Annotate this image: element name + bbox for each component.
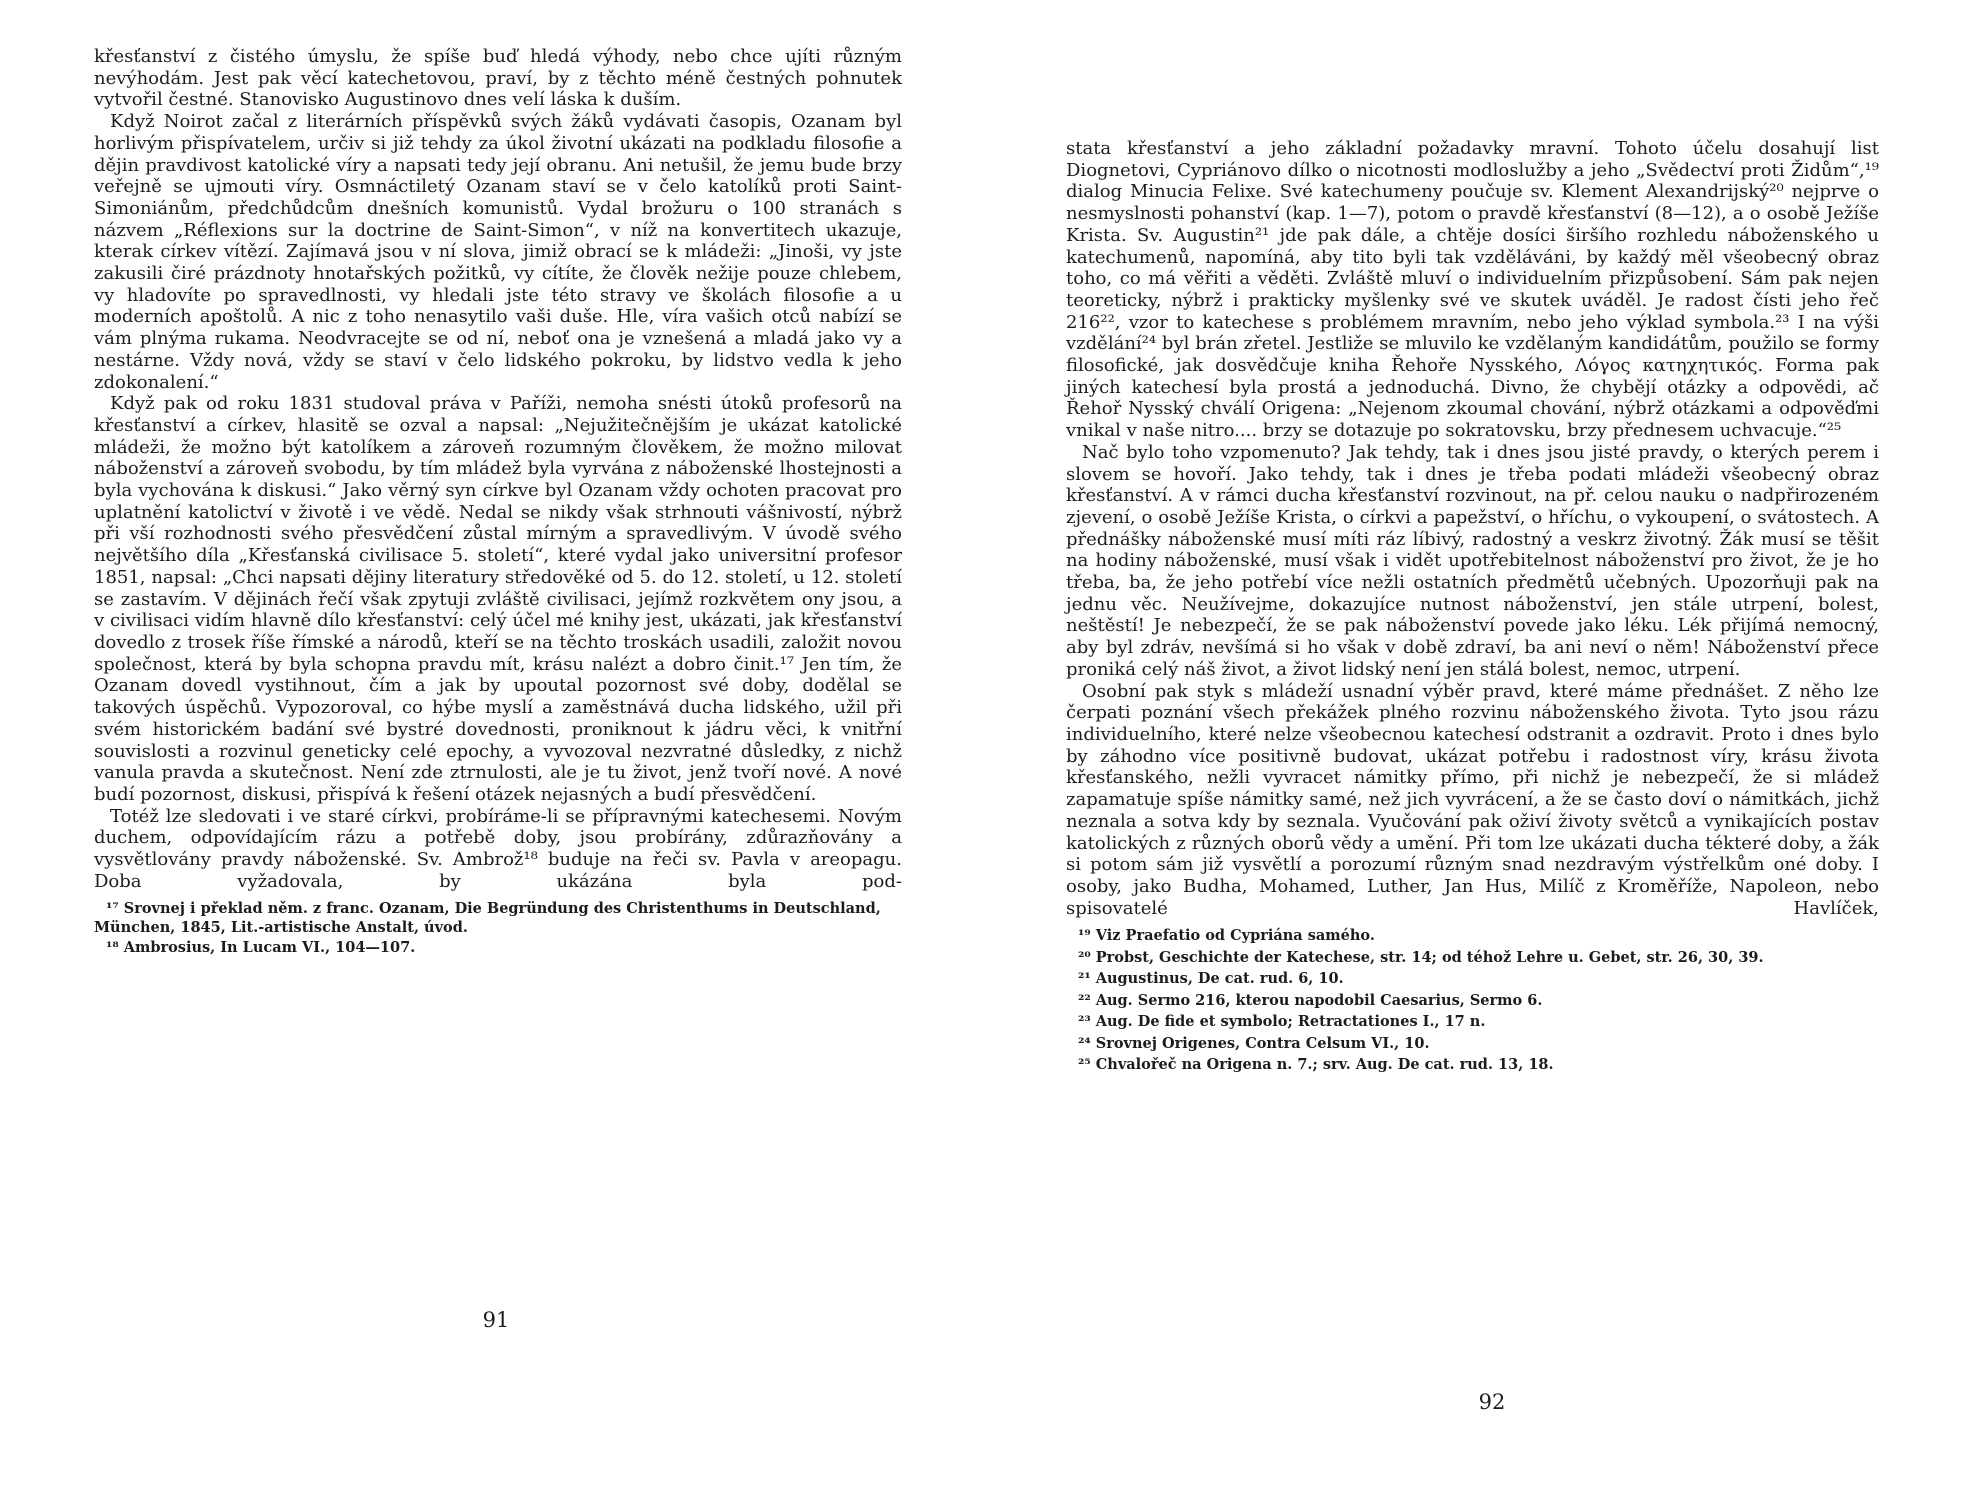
footnote: ²⁰ Probst, Geschichte der Katechese, str. 14; od téhož Lehre u. Gebet, str. 26, 30, 39. xyxy=(1078,948,1764,966)
paragraph: křesťanství z čistého úmyslu, že spíše buď hledá výhody, nebo chce ujíti různým nevýhodám. Jest pak věcí katechetovou, praví, by z těchto méně čestných pohnutek vytvořil čestné. Stanovisko Augustinovo dnes velí láska k duším. xyxy=(94,46,902,111)
paragraph: Když Noirot začal z literárních příspěvků svých žáků vydávati časopis, Ozanam byl horlivým přispívatelem, určiv si již tehdy za úkol životní ukázati na podkladu filosofie a dějin pravdivost katolické víry a napsati tedy její obranu. Ani netušil, že jemu bude brzy veřejně se ujmouti víry. Osmnáctiletý Ozanam staví se v čelo katolíků proti Saint-Simoniánům, předchůdcům dnešních komunistů. Vydal brožuru o 100 stranách s názvem „Réflexions sur la doctrine de Saint-Simon“, v níž na konvertitech ukazuje, kterak církev vítězí. Zajímavá jsou v ní slova, jimiž obrací se k mládeži: „Jinoši, vy jste zakusili čiré prázdnoty hnotařských požitků, vy cítíte, že člověk nežije pouze chlebem, vy hladovíte po spravedlnosti, vy hledali jste této stravy ve školách filosofie a u moderních apoštolů. A nic z toho nenasytilo vaši duše. Hle, víra vašich otců nabízí se vám plnýma rukama. Neodvracejte se od ní, neboť ona je vznešená a mladá jako vy a nestárne. Vždy nová, vždy se staví v čelo lidského pokroku, by lidstvo vedla k jeho zdokonalení.“ xyxy=(94,111,902,393)
footnote: ²⁴ Srovnej Origenes, Contra Celsum VI., 10. xyxy=(1078,1034,1430,1052)
footnote: ¹⁹ Viz Praefatio od Cypriána samého. xyxy=(1078,927,1375,945)
paragraph: Osobní pak styk s mládeží usnadní výběr pravd, které máme přednášet. Z něho lze čerpati poznání všech překážek plného rozvinu náboženského života. Tyto jsou rázu individuelního, které nelze všeobecnou katechesí odstranit a ozdravit. Proto i dnes bylo by záhodno více positivně budovat, ukázat potřebu i radostnost víry, krásu života křesťanského, nežli vyvracet námitky přímo, při nichž je nebezpečí, že si mládež zapamatuje spíše námitky samé, než jich vyvrácení, a že se často doví o námitkách, jichž neznala a sotva kdy by seznala. Vyučování pak oživí životy světců a vynikajících postav katolických z různých oborů vědy a umění. Při tom lze ukázati ducha tékteré doby, a žák si potom sám již vysvětlí a porozumí různým snad nezdravým výstřelkům oné doby. I osoby, jako Budha, Mohamed, Luther, Jan Hus, Milíč z Kroměříže, Napoleon, nebo spisovatelé Havlíček, xyxy=(1066,680,1879,919)
right-page xyxy=(1066,138,1879,1414)
page-number: 92 xyxy=(1478,1390,1506,1414)
footnote: ¹⁷ Srovnej i překlad něm. z franc. Ozanam, Die Begründung des Christenthums in Deutschland, München, 1845, Lit.-artistische Anstalt, úvod. xyxy=(94,900,881,936)
left-body-text xyxy=(94,46,902,892)
left-footnotes xyxy=(94,900,902,958)
right-body-text xyxy=(1066,138,1879,919)
right-footnotes xyxy=(1066,927,1879,1075)
left-page xyxy=(94,46,902,1332)
paragraph: Když pak od roku 1831 studoval práva v Paříži, nemoha snésti útoků profesorů na křesťanství a církev, hlasitě se ozval a napsal: „Nejužitečnějším je ukázat katolické mládeži, že možno být katolíkem a zároveň rozumným člověkem, že možno milovat náboženství a zároveň svobodu, by tím mládež byla vyrvána z náboženské lhostejnosti a byla vychována k diskusi.“ Jako věrný syn církve byl Ozanam vždy ochoten pracovat pro uplatnění katolictví v životě i ve vědě. Nedal se nikdy však strhnouti vášnivostí, nýbrž při vší rozhodnosti svého přesvědčení zůstal mírným a spravedlivým. V úvodě svého největšího díla „Křesťanská civilisace 5. století“, které vydal jako universitní profesor 1851, napsal: „Chci napsati dějiny literatury středověké od 5. do 12. století, u 12. století se zastavím. V dějinách řečí však zpytuji zvláště civilisaci, jejímž rozkvětem ony jsou, a v civilisaci vidím hlavně dílo křesťanství: celý účel mé knihy jest, ukázati, jak křesťanství dovedlo z trosek říše římské a národů, kteří se na těchto troskách usadili, založit novou společnost, která by byla schopna pravdu mít, krásu nalézt a dobro činit.¹⁷ Jen tím, že Ozanam dovedl vystihnout, čím a jak by upoutal pozornost své doby, dodělal se takových úspěchů. Vypozoroval, co hýbe myslí a zaměstnává ducha lidského, užil při svém historickém badání své bystré dovednosti, proniknout k jádru věci, k vnitřní souvislosti a rozvinul geneticky celé epochy, a vyvozoval nezvratné důsledky, z nichž vanula pravda a skutečnost. Není zde ztrnulosti, ale je tu život, jenž tvoří nové. A nové budí pozornost, diskusi, přispívá k řešení otázek nejasných a budí přesvědčení. xyxy=(94,393,902,805)
footnote: ²¹ Augustinus, De cat. rud. 6, 10. xyxy=(1078,970,1344,988)
footnote: ¹⁸ Ambrosius, In Lucam VI., 104—107. xyxy=(106,939,416,957)
footnote: ²⁵ Chvalořeč na Origena n. 7.; srv. Aug. De cat. rud. 13, 18. xyxy=(1078,1056,1554,1074)
page-number: 91 xyxy=(482,1308,510,1332)
paragraph: stata křesťanství a jeho základní požadavky mravní. Tohoto účelu dosahují list Diognetovi, Cypriánovo dílko o nicotnosti modloslužby a jeho „Svědectví proti Židům“,¹⁹ dialog Minucia Felixe. Své katechumeny poučuje sv. Klement Alexandrijský²⁰ nejprve o nesmyslnosti pohanství (kap. 1—7), potom o pravdě křesťanství (8—12), a o osobě Ježíše Krista. Sv. Augustin²¹ jde pak dále, a chtěje dosíci širšího rozhledu náboženského u katechumenů, napomíná, aby tito byli tak vzděláváni, by každý měl všeobecný obraz toho, co má věřiti a věděti. Zvláště mluví o individuelním přizpůsobení. Sám pak nejen teoreticky, nýbrž i prakticky myšlenky své ve skutek uváděl. Je radost čísti jeho řeč 216²², vzor to katechese s problémem mravním, nebo jeho výklad symbola.²³ I na výši vzdělání²⁴ byl brán zřetel. Jestliže se mluvilo ke vzdělaným kandidátům, použilo se formy filosofické, jak dosvědčuje kniha Řehoře Nysského, Λόγος κατηχητικός. Forma pak jiných katechesí byla prostá a jednoduchá. Divno, že chybějí otázky a odpovědi, ač Řehoř Nysský chválí Origena: „Nejenom zkoumal chování, nýbrž otázkami a odpověďmi vnikal v naše nitro.... brzy se dotazuje po sokratovsku, brzy přednesem uchvacuje.“²⁵ xyxy=(1066,138,1879,442)
paragraph: Totéž lze sledovati i ve staré církvi, probíráme-li se přípravnými katechesemi. Novým duchem, odpovídajícím rázu a potřebě doby, jsou probírány, zdůrazňovány a vysvětlovány pravdy náboženské. Sv. Ambrož¹⁸ buduje na řeči sv. Pavla v areopagu. Doba vyžadovala, by ukázána byla pod- xyxy=(94,805,902,892)
paragraph: Nač bylo toho vzpomenuto? Jak tehdy, tak i dnes jsou jisté pravdy, o kterých perem i slovem se hovoří. Jako tehdy, tak i dnes je třeba podati mládeži všeobecný obraz křesťanství. A v rámci ducha křesťanství rozvinout, na př. celou nauku o nadpřirozeném zjevení, o osobě Ježíše Krista, o církvi a papežství, o hříchu, o vykoupení, o svátostech. A přednášky náboženské musí míti ráz líbivý, radostný a veskrz životný. Žák musí se těšit na hodiny náboženské, musí však i vidět upotřebitelnost náboženství pro život, že je ho třeba, ba, že jeho potřebí více nežli ostatních předmětů učebných. Upozorňuji pak na jednu věc. Neužívejme, dokazujíce nutnost náboženství, jen stále utrpení, bolest, neštěstí! Je nebezpečí, že se pak náboženství povede jako léku. Lék přijímá nemocný, aby byl zdráv, nevšímá si ho však v době zdraví, ba ani neví o něm! Náboženství přece proniká celý náš život, a život lidský není jen stálá bolest, nemoc, utrpení. xyxy=(1066,441,1879,680)
footnote: ²³ Aug. De fide et symbolo; Retractationes I., 17 n. xyxy=(1078,1013,1486,1031)
footnote: ²² Aug. Sermo 216, kterou napodobil Caesarius, Sermo 6. xyxy=(1078,991,1543,1009)
